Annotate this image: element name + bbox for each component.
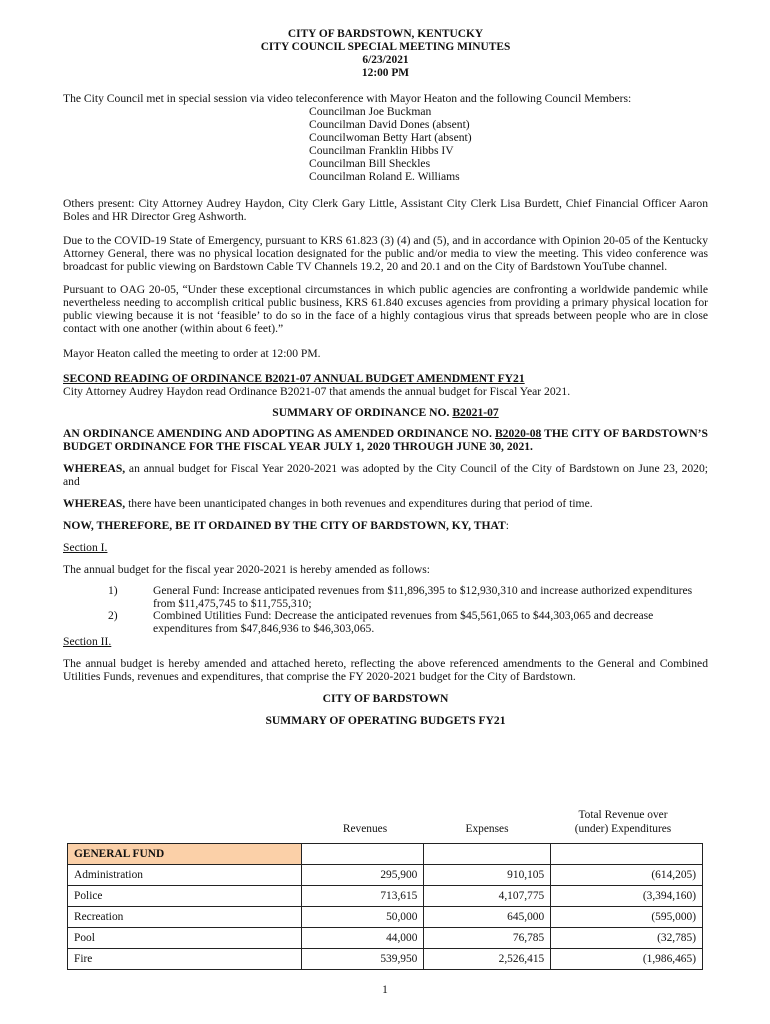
list-item [63,585,708,610]
table-row [68,907,703,928]
second-reading-heading: SECOND READING OF ORDINANCE B2021-07 ANNUAL BUDGET AMENDMENT FY21 [63,372,525,385]
table-row [68,844,703,865]
column-header-total-line1: Total Revenue over [578,809,668,821]
section-2-heading: Section II. [63,635,112,649]
table-title-summary: SUMMARY OF OPERATING BUDGETS FY21 [265,714,506,728]
member-list [63,105,708,183]
department-cell: Administration [68,865,302,886]
whereas-1-label: WHEREAS, [63,462,126,475]
table-row [68,865,703,886]
summary-heading [63,406,708,419]
list-text: Combined Utilities Fund: Decrease the anticipated revenues from $45,561,065 to $44,303,065 and decrease expenditures from $47,846,936 to $46,303,065. [153,609,654,635]
column-header-revenues: Revenues [342,823,388,835]
member-item: Councilman David Dones (absent) [309,118,470,131]
intro-paragraph: The City Council met in special session via video teleconference with Mayor Heaton and the following Council Members: [63,92,632,105]
page-number: 1 [382,984,388,996]
column-header-expenses: Expenses [465,823,509,835]
table-title-city: CITY OF BARDSTOWN [322,692,449,706]
ordinance-title-num: B2020-08 [494,427,542,440]
revenue-cell: 713,615 [301,886,424,907]
list-item [63,610,708,635]
member-item: Councilman Roland E. Williams [309,170,460,183]
department-cell: Recreation [68,907,302,928]
table-row [68,928,703,949]
summary-number: B2021-07 [452,406,499,419]
expense-cell: 2,526,415 [424,949,551,970]
now-therefore-colon: : [505,519,509,532]
net-cell: (3,394,160) [551,886,703,907]
list-number: 1) [108,584,118,597]
table-row [68,886,703,907]
expense-cell: 4,107,775 [424,886,551,907]
expense-cell: 76,785 [424,928,551,949]
section-1-text: The annual budget for the fiscal year 2020-2021 is hereby amended as follows: [63,563,431,576]
revenue-cell: 539,950 [301,949,424,970]
header-title: CITY COUNCIL SPECIAL MEETING MINUTES [260,41,511,53]
expense-cell: 910,105 [424,865,551,886]
list-text: General Fund: Increase anticipated revenues from $11,896,395 to $12,930,310 and increase authorized expenditures from $11,475,745 to $11,755,310; [153,584,693,610]
whereas-2 [63,497,708,510]
now-therefore-text: NOW, THEREFORE, BE IT ORDAINED BY THE CITY OF BARDSTOWN, KY, THAT [63,519,506,532]
minutes-page [63,28,708,727]
column-header-total-line2: (under) Expenditures [574,823,672,835]
department-cell: Fire [68,949,302,970]
header-date: 6/23/2021 [362,54,409,66]
expense-cell: 645,000 [424,907,551,928]
section-1-heading: Section I. [63,541,108,554]
whereas-1 [63,462,708,488]
member-item: Councilman Bill Sheckles [309,157,431,170]
call-to-order: Mayor Heaton called the meeting to order at 12:00 PM. [63,347,321,360]
amendment-list [63,585,708,635]
whereas-1-text: an annual budget for Fiscal Year 2020-2021 was adopted by the City Council of the City of Bardstown on June 23, 2020; and [63,462,708,488]
ordinance-title-b: THE CITY OF BARDSTOWN’S BUDGET ORDINANCE FOR THE FISCAL YEAR JULY 1, 2020 THROUGH JUNE 30, 2021. [63,427,708,453]
ordinance-title [63,427,708,453]
section-2-text: The annual budget is hereby amended and attached hereto, reflecting the above referenced amendments to the General and Combined Utilities Funds, revenues and expenditures, that comprise the FY 2020-2021 budget for the City of Bardstown. [63,657,708,684]
summary-prefix: SUMMARY OF ORDINANCE NO. [272,406,453,419]
revenue-cell: 295,900 [301,865,424,886]
revenue-cell: 50,000 [301,907,424,928]
net-cell: (614,205) [551,865,703,886]
column-header-total [553,808,693,836]
ordinance-title-a: AN ORDINANCE AMENDING AND ADOPTING AS AMENDED ORDINANCE NO. [63,427,495,440]
net-cell: (595,000) [551,907,703,928]
net-cell: (32,785) [551,928,703,949]
member-item: Councilman Franklin Hibbs IV [309,144,454,157]
revenue-cell: 44,000 [301,928,424,949]
operating-budget-table [67,843,703,970]
oag-paragraph: Pursuant to OAG 20-05, “Under these exceptional circumstances in which public agencies are confronting a worldwide pandemic while nevertheless needing to accomplish critical public business, KRS 61.840 excuses agencies from providing a primary physical location for public viewing because it is not ‘feasible’ to do so in the face of a highly contagious virus that spreads between people who are in close contact with one another (within about 6 feet).” [63,283,708,335]
whereas-2-label: WHEREAS, [63,497,126,510]
second-reading-text: City Attorney Audrey Haydon read Ordinance B2021-07 that amends the annual budget for Fiscal Year 2021. [63,385,571,398]
others-present-paragraph: Others present: City Attorney Audrey Haydon, City Clerk Gary Little, Assistant City Clerk Lisa Burdett, Chief Financial Officer Aaron Boles and HR Director Greg Ashworth. [63,197,708,223]
department-cell: Police [68,886,302,907]
member-item: Councilwoman Betty Hart (absent) [309,131,472,144]
member-item: Councilman Joe Buckman [309,105,432,118]
covid-paragraph: Due to the COVID-19 State of Emergency, pursuant to KRS 61.823 (3) (4) and (5), and in accordance with Opinion 20-05 of the Kentucky Attorney General, there was no physical location designated for the public and/or media to view the meeting. This video conference was broadcast for public viewing on Bardstown Cable TV Channels 19.2, 20 and 20.1 and on the City of Bardstown YouTube channel. [63,234,708,273]
header-time: 12:00 PM [361,67,410,79]
list-number: 2) [108,609,118,623]
fund-label-cell: GENERAL FUND [68,844,302,865]
table-row [68,949,703,970]
document-header [63,28,708,80]
net-cell: (1,986,465) [551,949,703,970]
department-cell: Pool [68,928,302,949]
header-city: CITY OF BARDSTOWN, KENTUCKY [287,28,484,40]
now-therefore [63,519,708,532]
whereas-2-text: there have been unanticipated changes in both revenues and expenditures during that period of time. [125,497,593,510]
